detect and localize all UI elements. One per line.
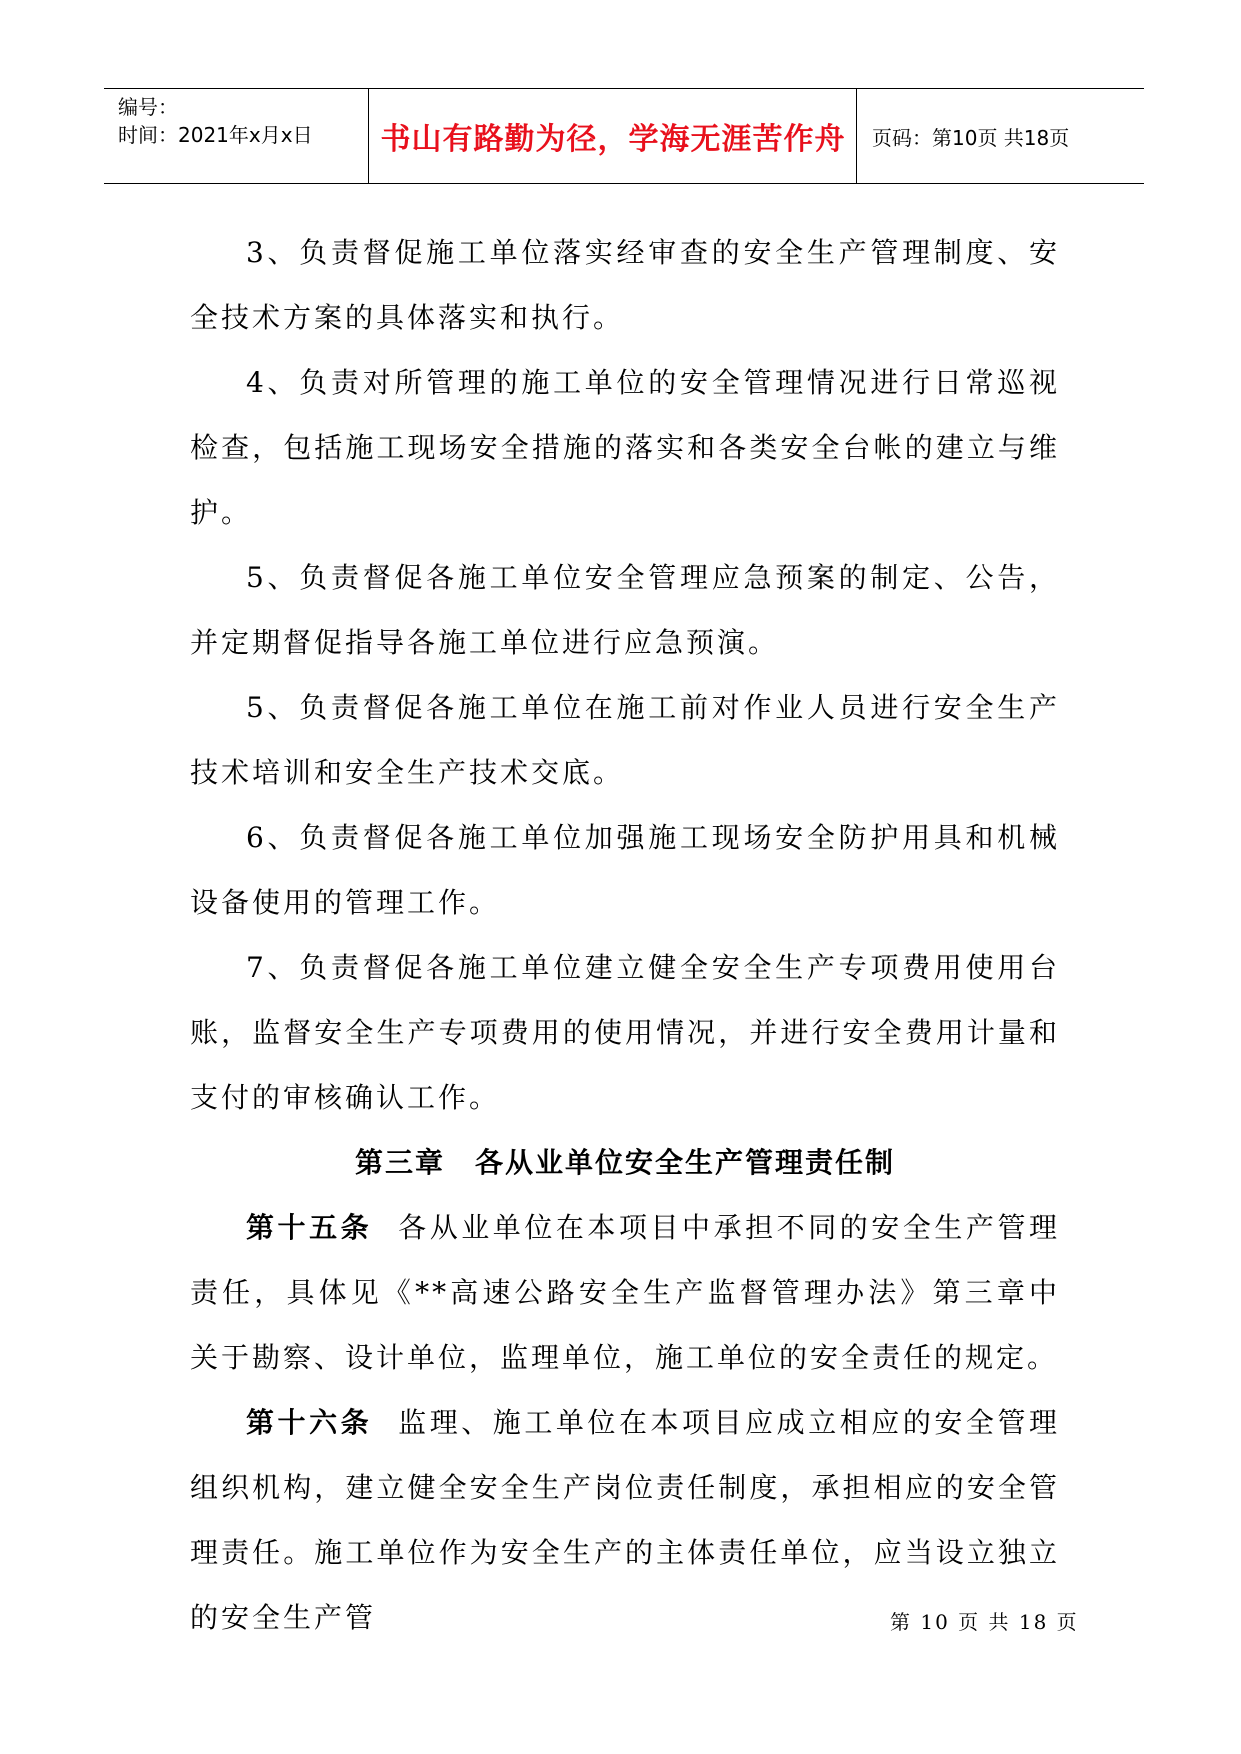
header-left-cell — [118, 93, 368, 149]
document-time-label: 时间：2021年x月x日 — [118, 123, 313, 147]
document-number-label: 编号： — [118, 95, 178, 119]
paragraph: 7、负责督促各施工单位建立健全安全生产专项费用使用台账，监督安全生产专项费用的使用情况，并进行安全费用计量和支付的审核确认工作。 — [190, 951, 1060, 1114]
paragraph: 5、负责督促各施工单位在施工前对作业人员进行安全生产技术培训和安全生产技术交底。 — [190, 691, 1060, 789]
page-header — [104, 88, 1144, 184]
header-divider — [368, 89, 369, 183]
article-text: 各从业单位在本项目中承担不同的安全生产管理责任，具体见《**高速公路安全生产监督管理办法》第三章中关于勘察、设计单位，监理单位，施工单位的安全责任的规定。 — [190, 1211, 1060, 1374]
article-title: 第十五条 — [246, 1211, 373, 1244]
document-body — [190, 220, 1060, 1650]
header-page-code: 页码：第10页 共18页 — [872, 125, 1070, 150]
paragraph: 6、负责督促各施工单位加强施工现场安全防护用具和机械设备使用的管理工作。 — [190, 821, 1060, 919]
article-text: 监理、施工单位在本项目应成立相应的安全管理组织机构，建立健全安全生产岗位责任制度，承担相应的安全管理责任。施工单位作为安全生产的主体责任单位，应当设立独立的安全生产管 — [190, 1406, 1060, 1634]
article-15 — [190, 1195, 1060, 1390]
paragraph: 4、负责对所管理的施工单位的安全管理情况进行日常巡视检查，包括施工现场安全措施的落实和各类安全台帐的建立与维护。 — [190, 366, 1060, 529]
paragraph: 3、负责督促施工单位落实经审查的安全生产管理制度、安全技术方案的具体落实和执行。 — [190, 236, 1060, 334]
header-motto: 书山有路勤为径，学海无涯苦作舟 — [380, 122, 846, 157]
article-title: 第十六条 — [246, 1406, 373, 1439]
header-divider — [856, 89, 857, 183]
chapter-heading: 第三章 各从业单位安全生产管理责任制 — [354, 1146, 895, 1179]
page-footer: 第 10 页 共 18 页 — [890, 1610, 1079, 1634]
paragraph: 5、负责督促各施工单位安全管理应急预案的制定、公告，并定期督促指导各施工单位进行应急预演。 — [190, 561, 1060, 659]
